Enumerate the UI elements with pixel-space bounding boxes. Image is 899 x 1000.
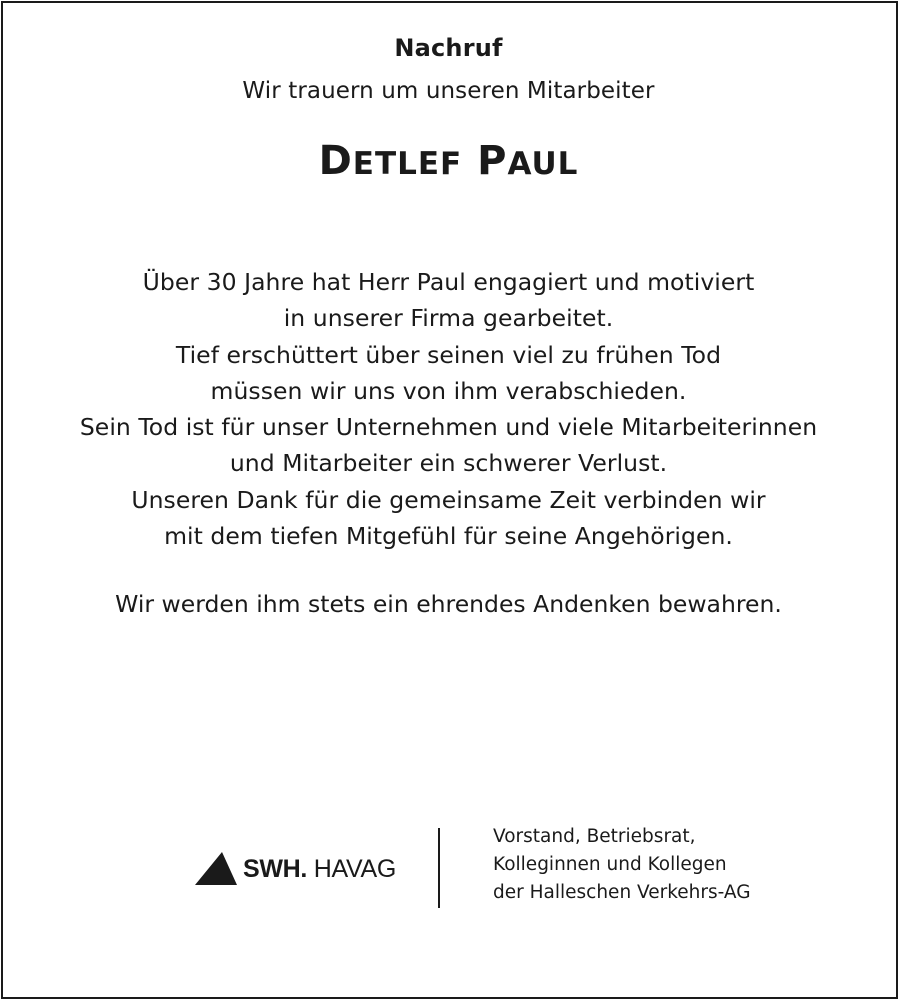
signature-line: Kolleginnen und Kollegen: [493, 854, 727, 875]
first-name-initial: D: [318, 138, 353, 184]
last-name-rest: AUL: [507, 146, 579, 182]
signature-line: Vorstand, Betriebsrat,: [493, 826, 696, 847]
obituary-heading: Nachruf: [394, 34, 503, 62]
body-line: und Mitarbeiter ein schwerer Verlust.: [229, 449, 668, 478]
body-line: in unserer Firma gearbeitet.: [283, 304, 614, 333]
signature-block: [493, 823, 751, 907]
body-line: Tief erschüttert über seinen viel zu frühen Tod: [175, 340, 722, 369]
obituary-subheading: Wir trauern um unseren Mitarbeiter: [242, 78, 655, 104]
triangle-logo-icon: [195, 852, 237, 886]
signature-line: der Halleschen Verkehrs-AG: [493, 882, 751, 903]
obituary-closing: Wir werden ihm stets ein ehrendes Andenken bewahren.: [115, 590, 782, 618]
company-logo-text: [243, 855, 396, 884]
obituary-body: [0, 264, 897, 554]
logo-text-bold: SWH.: [243, 854, 308, 883]
body-line: Über 30 Jahre hat Herr Paul engagiert und motiviert: [142, 268, 755, 296]
vertical-divider: [438, 828, 440, 908]
body-line: Sein Tod ist für unser Unternehmen und viele Mitarbeiterinnen: [79, 413, 818, 442]
body-line: müssen wir uns von ihm verabschieden.: [210, 376, 687, 405]
logo-text-regular: HAVAG: [313, 854, 397, 883]
body-line: mit dem tiefen Mitgefühl für seine Angehörigen.: [164, 522, 733, 551]
last-name-initial: P: [477, 138, 508, 184]
deceased-name: [0, 138, 897, 184]
company-logo: [195, 849, 396, 889]
body-line: Unseren Dank für die gemeinsame Zeit verbinden wir: [131, 485, 766, 514]
first-name-rest: ETLEF: [352, 146, 463, 182]
